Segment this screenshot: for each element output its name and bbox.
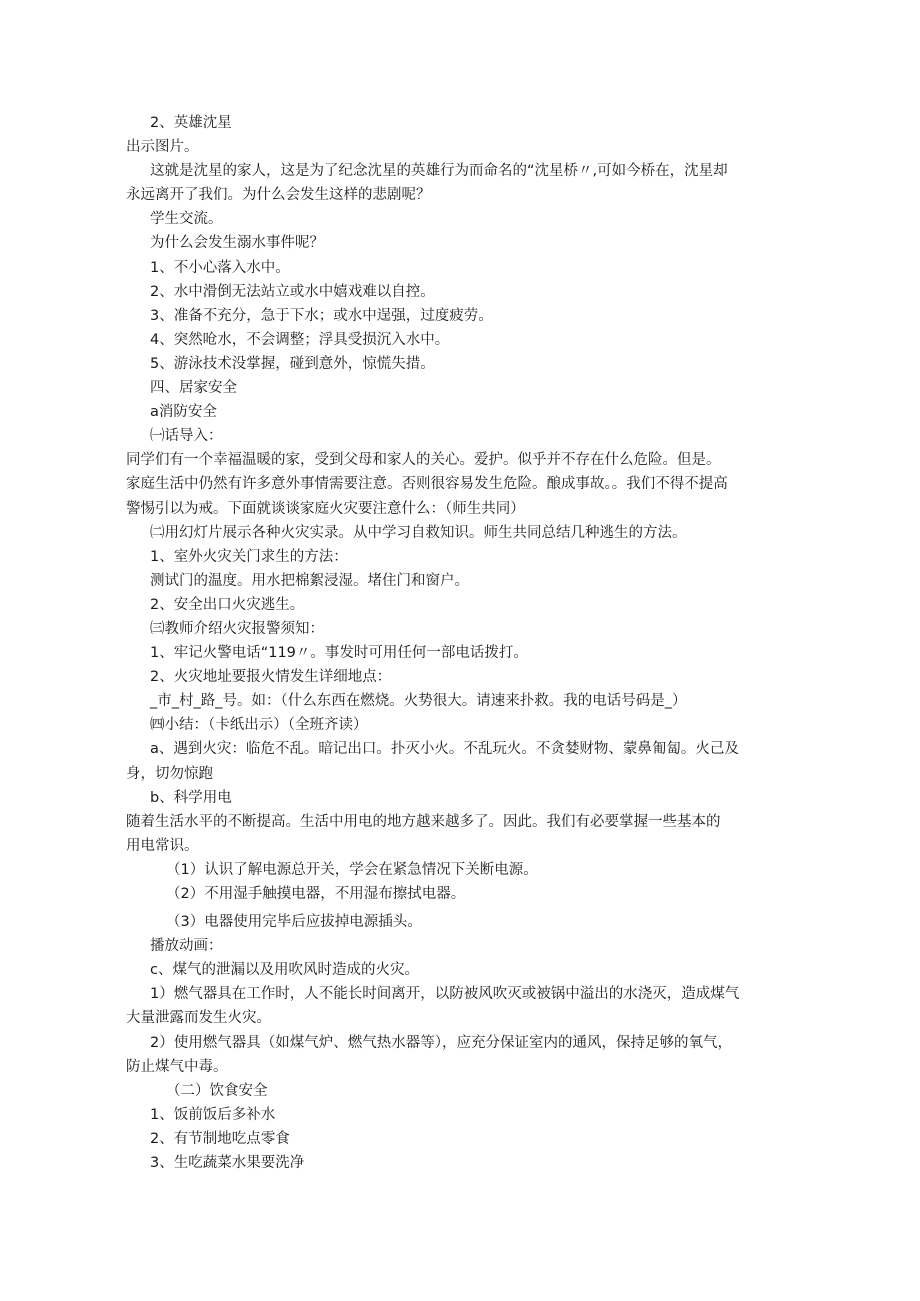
text-line: 测试门的温度。用水把棉絮浸湿。堵住门和窗户。 (150, 572, 469, 589)
text-line: 1、不小心落入水中。 (150, 259, 290, 276)
text-line: 大量泄露而发生火灾。 (126, 1010, 271, 1027)
text-line: 出示图片。 (126, 139, 199, 156)
text-line: 5、游泳技术没掌握，碰到意外，惊慌失措。 (150, 355, 435, 372)
text-line: 2）使用燃气器具（如煤气炉、燃气热水器等），应充分保证室内的通风，保持足够的氧气， (150, 1034, 732, 1051)
text-line: ㈡用幻灯片展示各种火灾实录。从中学习自救知识。师生共同总结几种逃生的方法。 (150, 524, 687, 541)
text-line: 播放动画： (150, 938, 223, 955)
text-line: 永远离开了我们。为什么会发生这样的悲剧呢？ (126, 187, 431, 204)
text-line: 四、居家安全 (150, 380, 237, 397)
text-line: 3、生吃蔬菜水果要洗净 (150, 1155, 305, 1172)
text-line: ㈣小结：（卡纸出示）（全班齐读） (150, 717, 368, 734)
text-line: a、遇到火灾：临危不乱。暗记出口。扑灭小火。不乱玩火。不贪婪财物、蒙鼻匍匐。火己及 (150, 741, 739, 758)
text-line: ㈢教师介绍火灾报警须知： (150, 620, 324, 637)
text-line: 4、突然呛水，不会调整；浮具受损沉入水中。 (150, 331, 450, 348)
text-line: 2、火灾地址要报火情发生详细地点： (150, 669, 392, 686)
text-line: ㈠话导入： (150, 428, 223, 445)
text-line: 家庭生活中仍然有许多意外事情需要注意。否则很容易发生危险。酿成事故。。我们不得不提高 (126, 476, 728, 493)
text-line: （1）认识了解电源总开关，学会在紧急情况下关断电源。 (166, 861, 538, 878)
text-line: （3）电器使用完毕后应拔掉电源插头。 (166, 914, 422, 931)
text-line: 1、室外火灾关门求生的方法： (150, 548, 348, 565)
text-line: 这就是沈星的家人，这是为了纪念沈星的英雄行为而命名的“沈星桥〃,可如今桥在，沈星却 (150, 163, 728, 180)
text-line: a消防安全 (150, 404, 217, 421)
text-line: 3、准备不充分，急于下水；或水中逞强，过度疲劳。 (150, 307, 493, 324)
text-line: （2）不用湿手触摸电器，不用湿布擦拭电器。 (166, 886, 466, 902)
text-line: 为什么会发生溺水事件呢？ (150, 235, 324, 252)
text-line: 防止煤气中毒。 (126, 1058, 228, 1075)
text-line: c、煤气的泄漏以及用吹风时造成的火灾。 (150, 962, 419, 979)
text-line: 2、水中滑倒无法站立或水中嬉戏难以自控。 (150, 283, 435, 300)
text-line: 1）燃气器具在工作时，人不能长时间离开，以防被风吹灭或被锅中溢出的水浇灭，造成煤气 (150, 986, 740, 1003)
text-line: 1、牢记火警电话“119〃。事发时可用任何一部电话拨打。 (150, 645, 528, 662)
document-body (126, 111, 794, 1175)
text-line: 用电常识。 (126, 837, 199, 854)
text-line: 2、有节制地吃点零食 (150, 1130, 290, 1147)
text-line: _市_村_路_号。如：（什么东西在燃烧。火势很大。请速来扑救。我的电话号码是_） (150, 693, 687, 710)
text-line: 2、安全出口火灾逃生。 (150, 596, 305, 613)
text-line: b、科学用电 (150, 789, 232, 806)
text-line: 1、饭前饭后多补水 (150, 1106, 276, 1123)
text-line: 警惕引以为戒。下面就谈谈家庭火灾要注意什么：（师生共同） (126, 500, 525, 517)
text-line: 2、英雄沈星 (150, 115, 232, 131)
text-line: 学生交流。 (150, 211, 223, 228)
text-line: 同学们有一个幸福温暖的家，受到父母和家人的关心。爱护。似乎并不存在什么危险。但是。 (126, 452, 721, 469)
text-line: （二）饮食安全 (166, 1082, 268, 1099)
text-line: 身，切勿惊跑 (126, 765, 213, 782)
text-line: 随着生活水平的不断提高。生活中用电的地方越来越多了。因此。我们有必要掌握一些基本的 (126, 813, 721, 830)
